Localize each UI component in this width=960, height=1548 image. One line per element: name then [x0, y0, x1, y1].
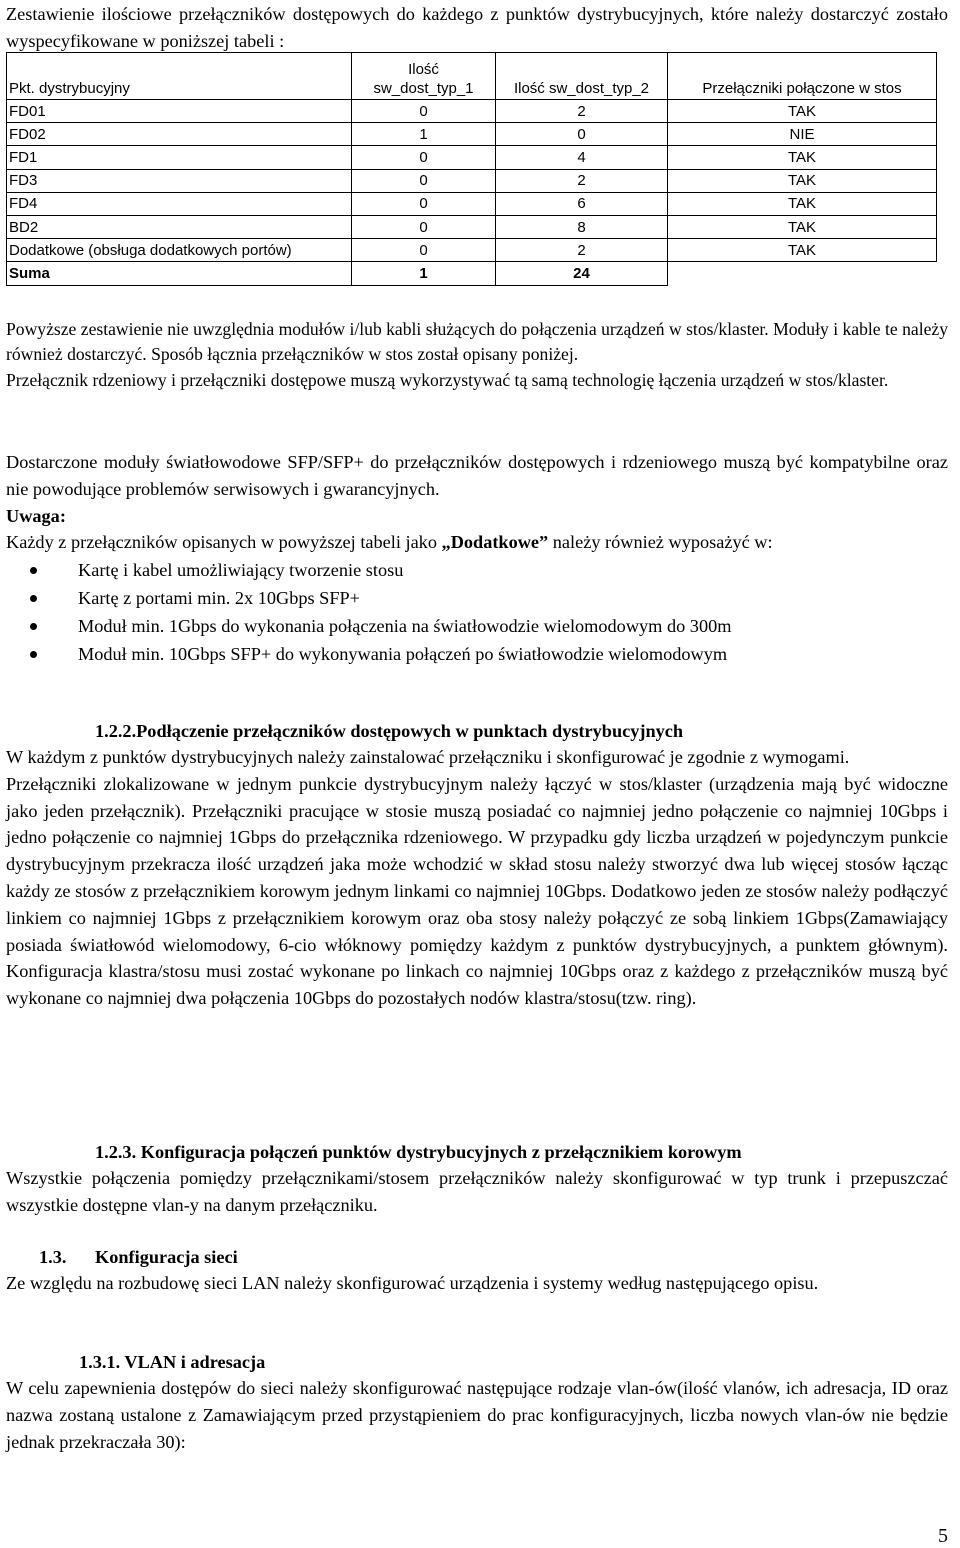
header-type2-count: Ilość sw_dost_typ_2 — [496, 53, 668, 100]
cell-stacked: TAK — [668, 146, 937, 169]
additional-switches-paragraph — [6, 529, 948, 556]
cell-point: BD2 — [7, 215, 352, 238]
cell-sum-label: Suma — [7, 262, 352, 285]
cell-sum-empty — [668, 262, 937, 285]
bullet-icon — [30, 567, 37, 574]
cell-type2: 2 — [496, 100, 668, 123]
cell-sum-type1: 1 — [352, 262, 496, 285]
section-paragraph: Wszystkie połączenia pomiędzy przełącznikami/stosem przełączników należy skonfigurować w typ trunk i przepuszczać wszystkie dostępne vlan-y na danym przełączniku. — [6, 1168, 948, 1215]
section-1-2-3 — [6, 1139, 948, 1219]
cell-point: FD4 — [7, 192, 352, 215]
section-1-3-1 — [6, 1349, 948, 1455]
table-row — [7, 123, 937, 146]
header-stacked: Przełączniki połączone w stos — [668, 53, 937, 100]
section-paragraph: Ze względu na rozbudowę sieci LAN należy skonfigurować urządzenia i systemy według następującego opisu. — [6, 1273, 819, 1293]
list-item: Kartę z portami min. 2x 10Gbps SFP+ — [6, 584, 948, 612]
notes-block — [6, 317, 948, 393]
section-heading: 1.2.2.Podłączenie przełączników dostępowych w punktach dystrybucyjnych — [95, 721, 684, 741]
list-item: Moduł min. 10Gbps SFP+ do wykonywania połączeń po światłowodzie wielomodowym — [6, 640, 948, 668]
additional-text-post: należy również wyposażyć w: — [548, 532, 773, 553]
table-row — [7, 169, 937, 192]
cell-point: FD3 — [7, 169, 352, 192]
sfp-paragraph: Dostarczone moduły światłowodowe SFP/SFP+ do przełączników dostępowych i rdzeniowego muszą być kompatybilne oraz nie powodujące problemów serwisowych i gwarancyjnych. — [6, 452, 948, 499]
table-row — [7, 146, 937, 169]
section-paragraph: W celu zapewnienia dostępów do sieci należy skonfigurować następujące rodzaje vlan-ów(ilość vlanów, ich adresacja, ID oraz nazwa zostaną ustalone z Zamawiającym przed przystąpieniem do prac konfiguracyjnych, liczba nowych vlan-ów nie będzie jednak przekraczała 30): — [6, 1378, 948, 1452]
section-paragraph: Przełączniki zlokalizowane w jednym punkcie dystrybucyjnym należy łączyć w stos/klaster (urządzenia mają być widoczne jako jeden przełącznik). Przełączniki pracujące w stosie muszą posiadać co najmniej jedno połączenie co najmniej 10Gbps i jedno połączenie co najmniej 1Gbps do przełącznika rdzeniowego. W przypadku gdy liczba urządzeń w pojedynczym punkcie dystrybucyjnym przekracza ilość urządzeń jaka może wchodzić w skład stosu należy stworzyć dwa lub więcej stosów łącząc każdy ze stosów z przełącznikiem korowym jednym linkami co najmniej 10Gbps. Dodatkowo jeden ze stosów należy podłączyć linkiem co najmniej 1Gbps z przełącznikiem korowym oraz oba stosy należy połączyć ze sobą linkiem 1Gbps(Zamawiający posiada światłowód wielomodowy, 6-cio włóknowy pomiędzy każdym z punktów dystrybucyjnych, a punktem głównym). Konfiguracja klastra/stosu musi zostać wykonane po linkach co najmniej 10Gbps oraz z każdego z przełączników muszą być wykonane co najmniej dwa połączenia 10Gbps do pozostałych nodów klastra/stosu(tzw. ring). — [6, 773, 948, 1009]
bullet-icon — [30, 623, 37, 630]
switch-quantity-table — [6, 52, 937, 286]
cell-type2: 2 — [496, 239, 668, 262]
cell-type1: 1 — [352, 123, 496, 146]
header-distribution-point: Pkt. dystrybucyjny — [7, 53, 352, 100]
cell-point: Dodatkowe (obsługa dodatkowych portów) — [7, 239, 352, 262]
table-sum-row — [7, 262, 937, 285]
header-type1-count: Ilość sw_dost_typ_1 — [352, 53, 496, 100]
table-row — [7, 239, 937, 262]
cell-sum-type2: 24 — [496, 262, 668, 285]
page-number: 5 — [938, 1525, 948, 1547]
section-heading: 1.3. Konfiguracja sieci — [39, 1247, 238, 1267]
cell-stacked: TAK — [668, 215, 937, 238]
cell-type2: 0 — [496, 123, 668, 146]
table-header-row — [7, 53, 937, 100]
section-1-3 — [6, 1244, 948, 1297]
list-item: Kartę i kabel umożliwiający tworzenie stosu — [6, 556, 948, 584]
cell-type1: 0 — [352, 169, 496, 192]
warning-label: Uwaga: — [6, 505, 66, 526]
cell-type2: 6 — [496, 192, 668, 215]
section-paragraph: W każdym z punktów dystrybucyjnych należy zainstalować przełączniku i skonfigurować je zgodnie z wymogami. — [6, 747, 850, 767]
bullet-icon — [30, 651, 37, 658]
cell-type1: 0 — [352, 215, 496, 238]
cell-stacked: TAK — [668, 239, 937, 262]
note-paragraph-modules: Powyższe zestawienie nie uwzględnia modułów i/lub kabli służących do połączenia urządzeń w stos/klaster. Moduły i kable te należy również dostarczyć. Sposób łącznia przełączników w stos został opisany poniżej. — [6, 319, 948, 365]
cell-stacked: NIE — [668, 123, 937, 146]
note-paragraph-technology: Przełącznik rdzeniowy i przełączniki dostępowe muszą wykorzystywać tą samą technologię łączenia urządzeń w stos/klaster. — [6, 369, 889, 390]
cell-type2: 2 — [496, 169, 668, 192]
cell-point: FD02 — [7, 123, 352, 146]
cell-stacked: TAK — [668, 192, 937, 215]
additional-keyword: „Dodatkowe” — [441, 532, 549, 553]
requirements-block — [6, 449, 948, 668]
equipment-list — [6, 556, 948, 668]
section-heading: 1.2.3. Konfiguracja połączeń punktów dystrybucyjnych z przełącznikiem korowym — [95, 1142, 742, 1162]
table-row — [7, 100, 937, 123]
cell-type2: 8 — [496, 215, 668, 238]
cell-type1: 0 — [352, 146, 496, 169]
table-row — [7, 192, 937, 215]
list-item: Moduł min. 1Gbps do wykonania połączenia na światłowodzie wielomodowym do 300m — [6, 612, 948, 640]
additional-text-pre: Każdy z przełączników opisanych w powyższej tabeli jako — [6, 532, 442, 553]
section-1-2-2 — [6, 718, 948, 1012]
cell-point: FD01 — [7, 100, 352, 123]
cell-type1: 0 — [352, 239, 496, 262]
cell-type2: 4 — [496, 146, 668, 169]
cell-point: FD1 — [7, 146, 352, 169]
section-heading: 1.3.1. VLAN i adresacja — [79, 1352, 266, 1372]
bullet-icon — [30, 595, 37, 602]
cell-stacked: TAK — [668, 100, 937, 123]
intro-paragraph: Zestawienie ilościowe przełączników dostępowych do każdego z punktów dystrybucyjnych, które należy dostarczyć zostało wyspecyfikowane w poniższej tabeli : — [6, 4, 948, 51]
table-row — [7, 215, 937, 238]
cell-stacked: TAK — [668, 169, 937, 192]
cell-type1: 0 — [352, 100, 496, 123]
cell-type1: 0 — [352, 192, 496, 215]
